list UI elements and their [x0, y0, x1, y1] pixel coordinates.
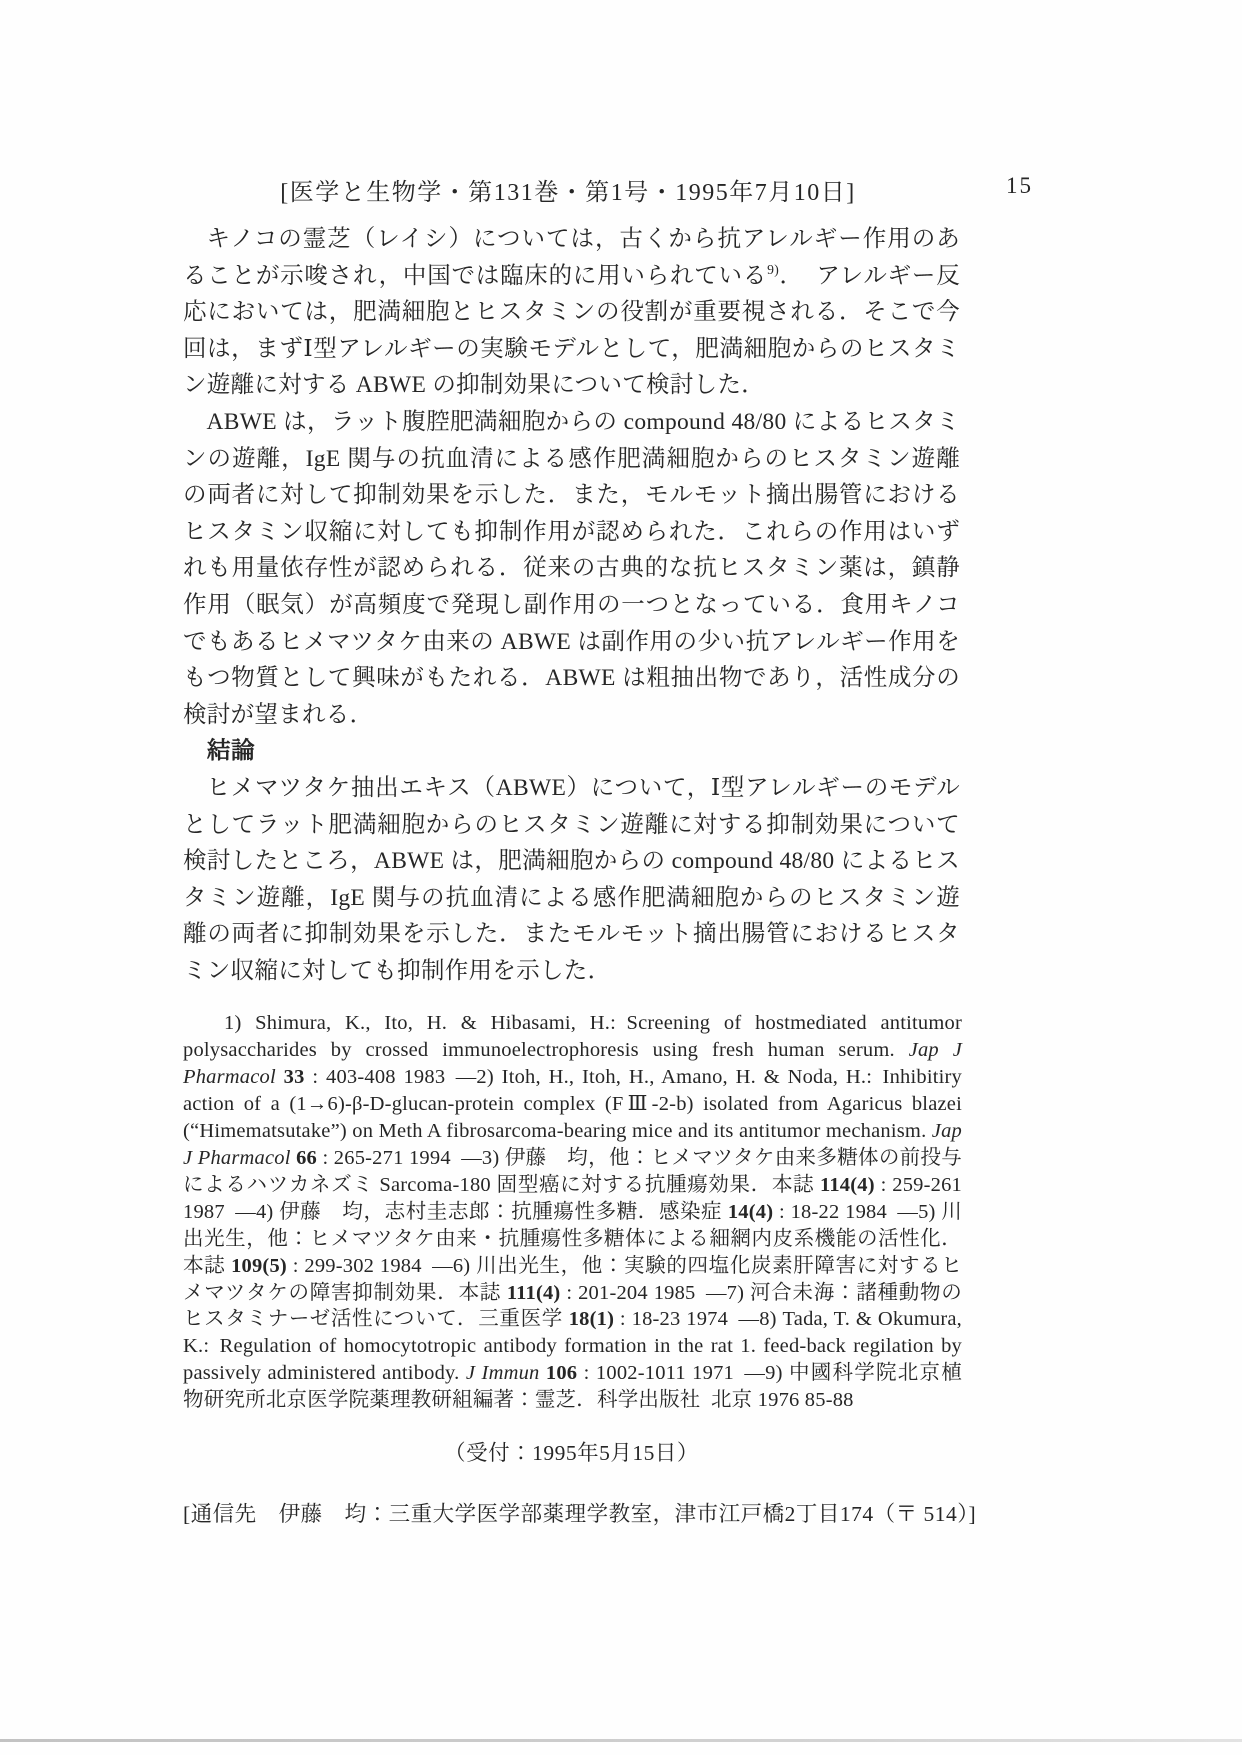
- text-segment: 33: [283, 1066, 305, 1089]
- text-segment: キノコの霊芝（レイシ）については，古くから抗アレルギー作用のあることが示唆され，中国では臨床的に用いられている: [183, 226, 960, 289]
- text-segment: : 403-408 1983 —2) Itoh, H., Itoh, H., Amano, H. & Noda, H.: Inhibitiry action of a (1→6)-β-D-glucan-protein complex (FⅢ-2-b) isolated from Agaricus blazei (“Himematsutake”) on Meth A fibrosarcoma-bearing mice and its antitumor mechanism.: [183, 1066, 962, 1143]
- text-segment: : 18-23 1974 —8) Tada, T. & Okumura, K.: Regulation of homocytotropic antibody formation in the rat 1. feed-back regilation by passively administered antibody.: [183, 1308, 962, 1385]
- text-segment: 1) Shimura, K., Ito, H. & Hibasami, H.: Screening of hostmediated antitumor polysaccharides by crossed immunoelectrophoresis using fresh human serum.: [183, 1012, 962, 1062]
- text-segment: : 265-271 1994 —3) 伊藤 均，他：ヒメマツタケ由来多糖体の前投与によるハツカネズミ Sarcoma-180 固型癌に対する抗腫瘍効果．本誌: [183, 1147, 962, 1196]
- text-segment: Jap J Pharmacol: [183, 1039, 963, 1089]
- text-segment: : 299-302 1984 —6) 川出光生，他：実験的四塩化炭素肝障害に対するヒメマツタケの障害抑制効果．本誌: [183, 1254, 962, 1304]
- paragraph: [183, 770, 960, 990]
- text-segment: : 18-22 1984 —5) 川出光生，他：ヒメマツタケ由来・抗腫瘍性多糖体による細網内皮系機能の活性化．本誌: [183, 1200, 962, 1277]
- text-segment: : 1002-1011 1971 —9) 中國科学院北京植物研究所北京医学院薬理教研組編著：霊芝．科学出版社 北京 1976 85-88: [183, 1362, 963, 1412]
- conclusion-text: [183, 770, 960, 990]
- discussion-text: [183, 221, 960, 733]
- text-segment: 114(4): [820, 1173, 875, 1196]
- paragraph: [183, 221, 960, 404]
- text-segment: : 201-204 1985 —7) 河合未海：諸種動物のヒスタミナーゼ活性について．三重医学: [183, 1281, 962, 1331]
- text-segment: ． アレルギー反応においては，肥満細胞とヒスタミンの役割が重要視される．そこで今回は，まずⅠ型アレルギーの実験モデルとして，肥満細胞からのヒスタミン遊離に対する ABWE の抑制効果について検討した．: [183, 262, 960, 399]
- text-segment: 109(5): [231, 1254, 287, 1277]
- text-segment: 9): [767, 261, 780, 277]
- page-number: 15: [1006, 173, 1033, 198]
- text-segment: 106: [545, 1362, 578, 1385]
- text-segment: Jap J Pharmacol: [183, 1120, 962, 1169]
- text-segment: ヒメマツタケ抽出エキス（ABWE）について，Ⅰ型アレルギーのモデルとしてラット肥満細胞からのヒスタミン遊離に対する抑制効果について検討したところ，ABWE は，肥満細胞からの compound 48/80 によるヒスタミン遊離，IgE 関与の抗血清による感作肥満細胞からのヒスタミン遊離の両者に抑制効果を示した．またモルモット摘出腸管におけるヒスタミン収縮に対しても抑制作用を示した．: [183, 774, 960, 984]
- references-block: [183, 1010, 962, 1414]
- conclusion-heading: 結論: [207, 738, 255, 765]
- text-segment: 66: [296, 1147, 317, 1169]
- received-date: （受付：1995年5月15日）: [444, 1441, 699, 1466]
- text-segment: J Immun: [465, 1362, 546, 1385]
- text-segment: 111(4): [506, 1281, 561, 1304]
- page-header: [183, 172, 1039, 206]
- text-segment: 14(4): [727, 1200, 774, 1223]
- text-segment: : 259-261 1987 —4) 伊藤 均，志村圭志郎：抗腫瘍性多糖．感染症: [183, 1173, 962, 1223]
- scan-edge-line: [0, 1739, 1242, 1742]
- correspondence-line: [通信先 伊藤 均：三重大学医学部薬理学教室，津市江戸橋2丁目174（〒 514）]: [183, 1502, 977, 1527]
- text-segment: 18(1): [568, 1308, 615, 1331]
- paragraph: [183, 404, 960, 733]
- text-segment: ABWE は，ラット腹腔肥満細胞からの compound 48/80 によるヒスタミンの遊離，IgE 関与の抗血清による感作肥満細胞からのヒスタミン遊離の両者に対して抑制効果を示した．また，モルモット摘出腸管におけるヒスタミン収縮に対しても抑制作用が認められた．これらの作用はいずれも用量依存性が認められる．従来の古典的な抗ヒスタミン薬は，鎮静作用（眠気）が高頻度で発現し副作用の一つとなっている．食用キノコでもあるヒメマツタケ由来の ABWE は副作用の少い抗アレルギー作用をもつ物質として興味がもたれる．ABWE は粗抽出物であり，活性成分の検討が望まれる．: [183, 408, 960, 728]
- journal-citation: [医学と生物学・第131巻・第1号・1995年7月10日]: [280, 180, 856, 206]
